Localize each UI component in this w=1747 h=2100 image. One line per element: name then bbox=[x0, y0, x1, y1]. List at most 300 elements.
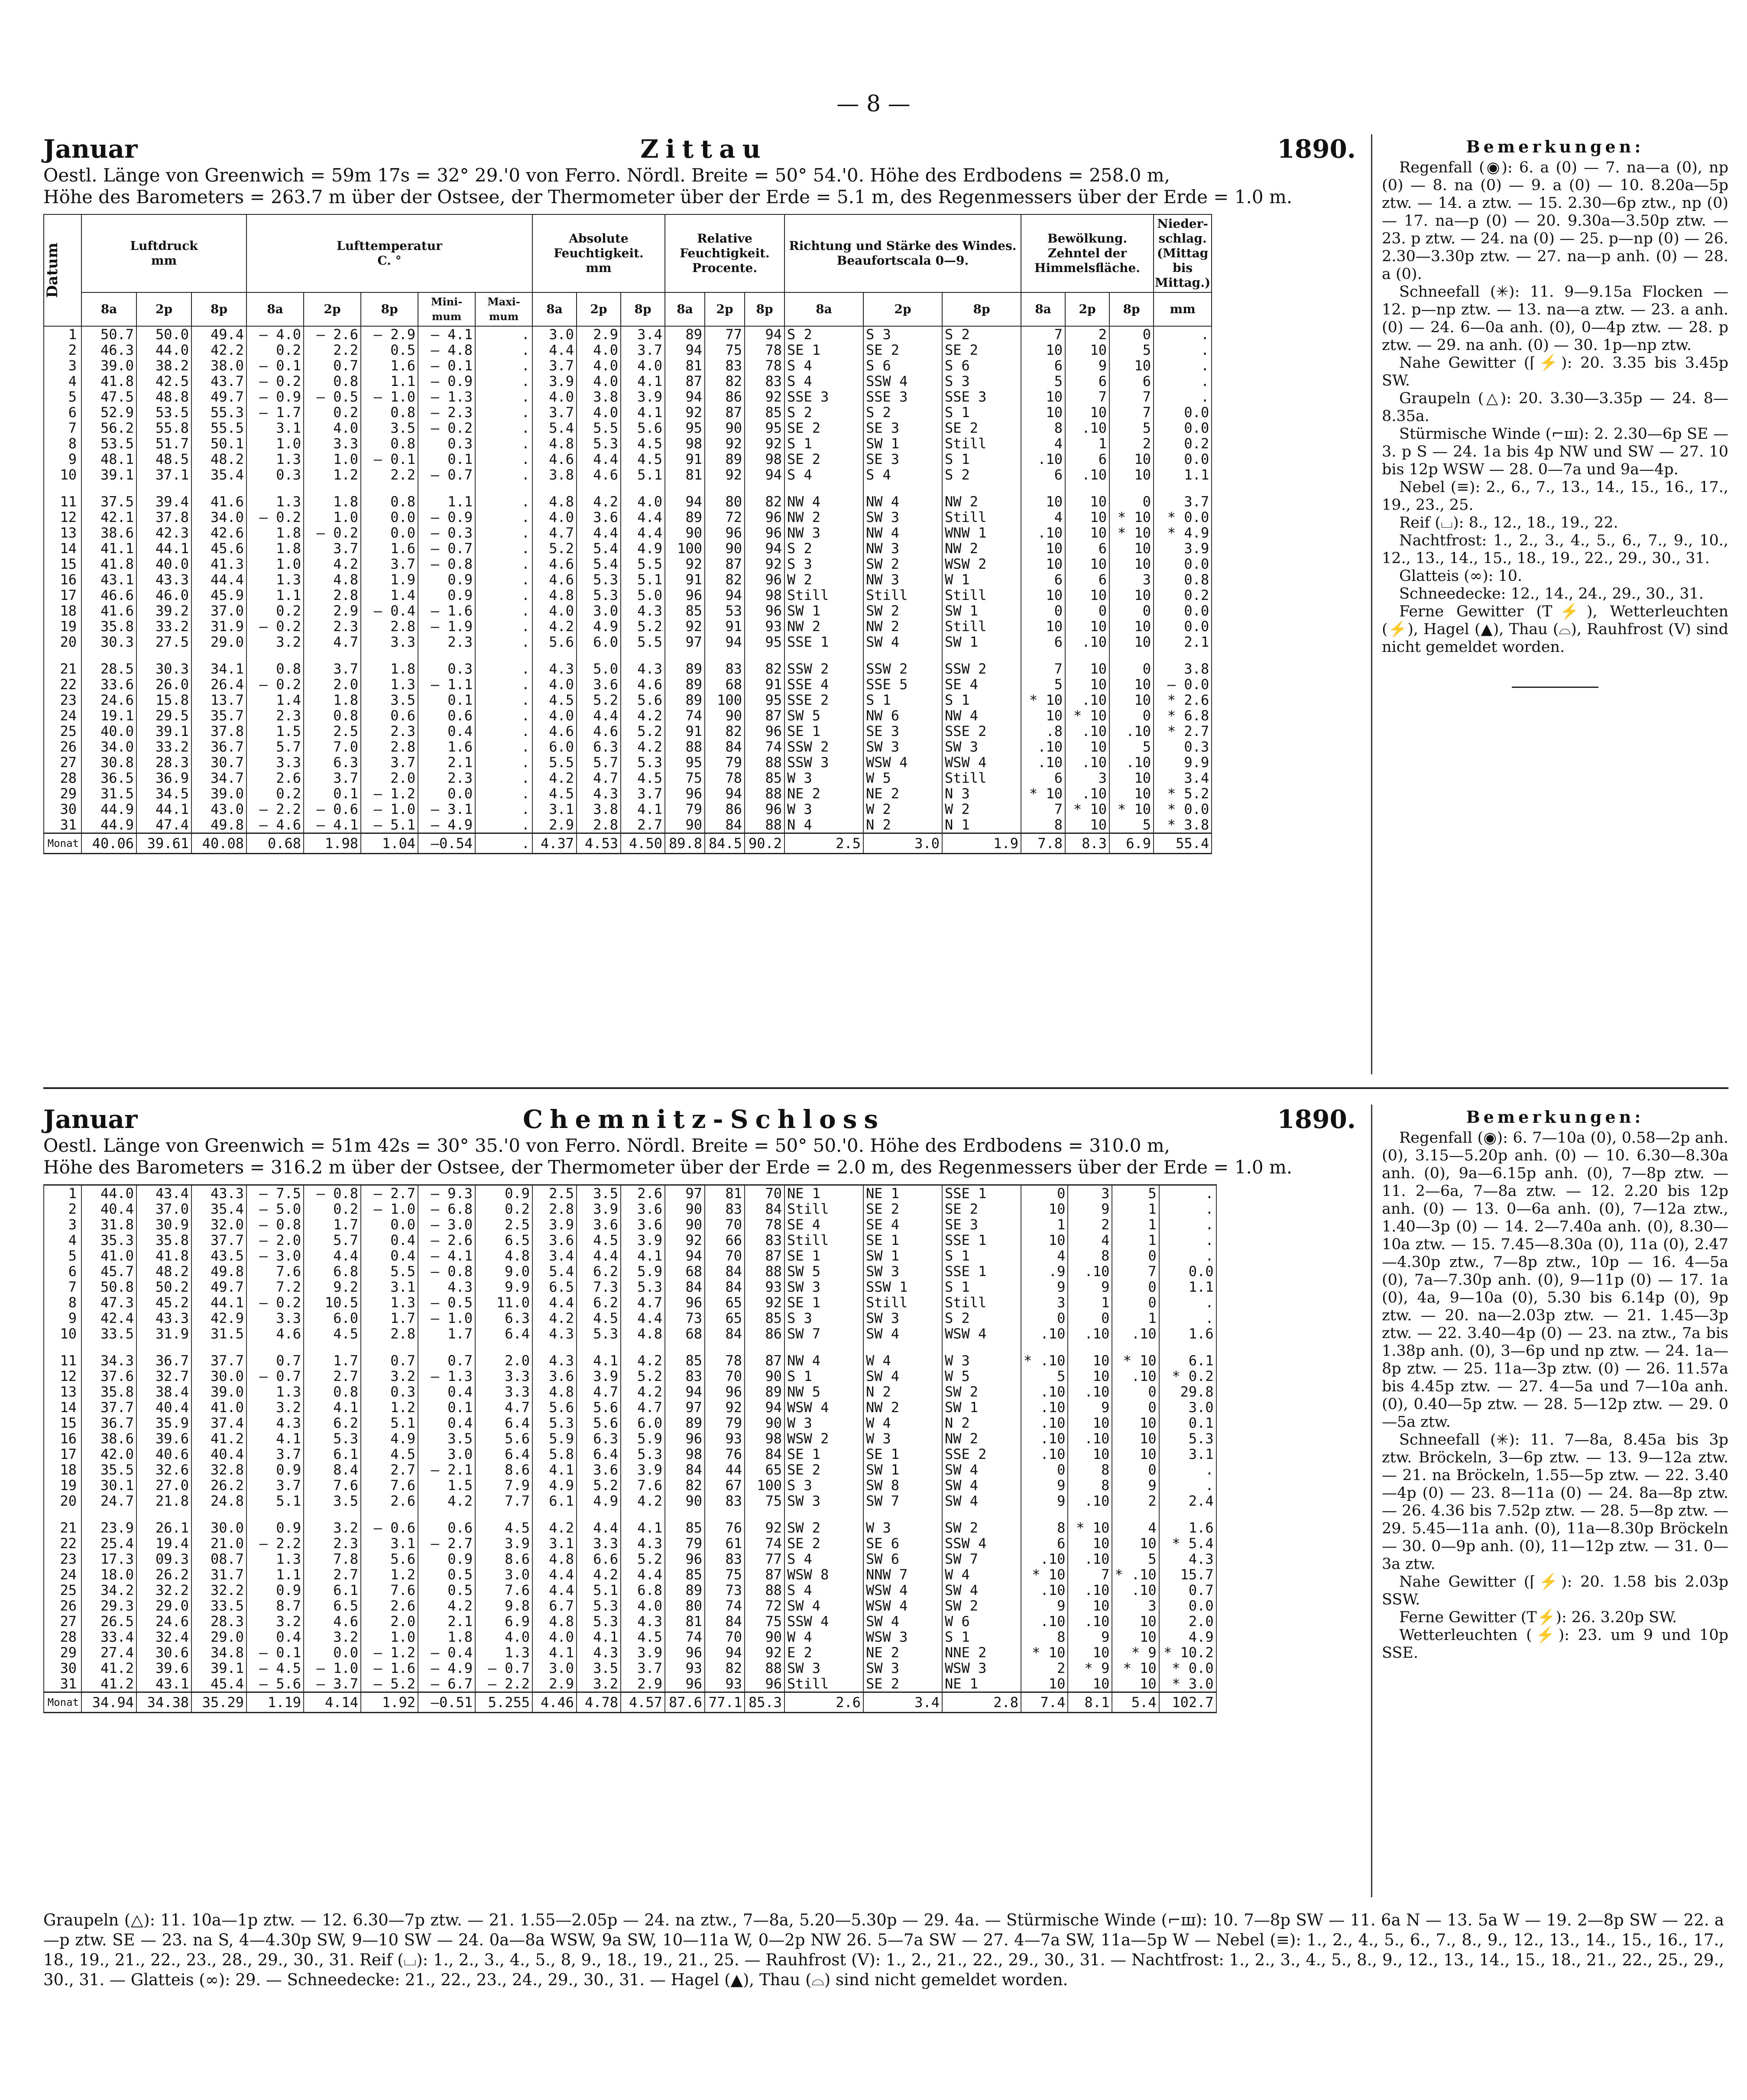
table-cell: 30.0 bbox=[191, 1520, 246, 1536]
table-cell: SSE 1 bbox=[942, 1185, 1021, 1202]
table-cell: 92 bbox=[665, 405, 705, 420]
table-cell: 3.0 bbox=[532, 1660, 577, 1676]
table-cell: SE 2 bbox=[942, 1201, 1021, 1217]
table-cell: 78 bbox=[745, 1217, 784, 1232]
remark-paragraph: Graupeln (△): 20. 3.30—3.35p — 24. 8—8.35a. bbox=[1382, 390, 1728, 425]
table-cell: 5.6 bbox=[532, 1400, 577, 1415]
table-cell: 31.9 bbox=[191, 619, 246, 634]
table-cell: 9 bbox=[1068, 1629, 1112, 1645]
table-cell: 43.3 bbox=[136, 572, 191, 587]
table-cell: 84 bbox=[705, 1614, 745, 1629]
table-cell: 2.1 bbox=[1154, 634, 1212, 650]
table-row bbox=[44, 541, 1212, 556]
table-cell: 28.3 bbox=[191, 1614, 246, 1629]
table-cell: — 4.1 bbox=[418, 326, 475, 342]
table-cell: 82 bbox=[745, 494, 784, 509]
table-cell: 4.2 bbox=[621, 739, 665, 755]
table-cell: 70 bbox=[745, 1185, 784, 1202]
table-cell: 2.5 bbox=[475, 1217, 532, 1232]
table-cell: 0.1 bbox=[418, 1400, 475, 1415]
table-cell: — 2.7 bbox=[418, 1536, 475, 1551]
table-cell: 3.1 bbox=[532, 801, 577, 817]
table-cell: . bbox=[475, 572, 532, 587]
table-cell: 10 bbox=[1021, 342, 1065, 358]
table-cell: 30.8 bbox=[81, 755, 136, 770]
table-cell: 8.4 bbox=[304, 1462, 361, 1478]
table-cell: 4.3 bbox=[418, 1279, 475, 1295]
table-row bbox=[44, 1520, 1216, 1536]
table-cell: SW 4 bbox=[942, 1582, 1021, 1598]
table-row bbox=[44, 1232, 1216, 1248]
table-cell: 1.2 bbox=[361, 1567, 418, 1582]
table-cell: 1.0 bbox=[246, 436, 304, 451]
table-cell: 88 bbox=[745, 755, 784, 770]
table-cell: 2.8 bbox=[361, 619, 418, 634]
table-cell: W 5 bbox=[942, 1368, 1021, 1384]
table-cell: 3.7 bbox=[621, 342, 665, 358]
table-cell: 98 bbox=[745, 1431, 784, 1446]
table-cell: 30.9 bbox=[136, 1217, 191, 1232]
table-cell: . bbox=[475, 342, 532, 358]
table-cell: 86 bbox=[745, 1326, 784, 1342]
table-cell: 1.8 bbox=[304, 692, 361, 708]
table-cell: 6.8 bbox=[304, 1264, 361, 1279]
table-cell: 4.8 bbox=[304, 572, 361, 587]
day-cell: 29 bbox=[44, 1645, 81, 1660]
table-cell: * .10 bbox=[1112, 1567, 1159, 1582]
table-cell: * 10 bbox=[1065, 708, 1109, 723]
table-cell: — 0.9 bbox=[246, 389, 304, 405]
table-cell: 5.0 bbox=[577, 661, 621, 677]
table-cell: 61 bbox=[705, 1536, 745, 1551]
table-cell: — 2.6 bbox=[304, 326, 361, 342]
table-cell: 96 bbox=[665, 1676, 705, 1692]
table-cell: 3.3 bbox=[475, 1368, 532, 1384]
table-cell: — 1.2 bbox=[361, 786, 418, 801]
table-cell: S 1 bbox=[942, 405, 1021, 420]
day-cell: 16 bbox=[44, 1431, 81, 1446]
table-cell: 4.3 bbox=[621, 603, 665, 619]
table-cell: W 3 bbox=[863, 1431, 942, 1446]
table-cell: 78 bbox=[745, 358, 784, 373]
table-cell: . bbox=[1154, 373, 1212, 389]
table-cell: 0.0 bbox=[1154, 556, 1212, 572]
table-cell: 93 bbox=[745, 1279, 784, 1295]
table-cell: 6.4 bbox=[475, 1326, 532, 1342]
table-cell: .10 bbox=[1021, 1431, 1068, 1446]
table-cell: 82 bbox=[745, 661, 784, 677]
table-row bbox=[44, 755, 1212, 770]
table-cell: 3.9 bbox=[532, 373, 577, 389]
table-cell: 5.6 bbox=[361, 1551, 418, 1567]
monat-cell: 4.50 bbox=[621, 833, 665, 854]
table-row bbox=[44, 451, 1212, 467]
col-8p: 8p bbox=[621, 292, 665, 326]
table-cell: 42.5 bbox=[136, 373, 191, 389]
table-cell: 1.6 bbox=[1159, 1326, 1216, 1342]
table-cell: Still bbox=[942, 770, 1021, 786]
table-cell: 40.6 bbox=[136, 1446, 191, 1462]
table-cell: 34.3 bbox=[81, 1353, 136, 1368]
table-row bbox=[44, 1660, 1216, 1676]
table-cell: 6 bbox=[1021, 572, 1065, 587]
table-row bbox=[44, 801, 1212, 817]
table-cell: 96 bbox=[745, 509, 784, 525]
table-cell: — 7.5 bbox=[246, 1185, 304, 1202]
monat-cell: 3.4 bbox=[863, 1692, 942, 1713]
table-cell: 36.7 bbox=[81, 1415, 136, 1431]
day-cell: 1 bbox=[44, 326, 81, 342]
table-cell: 0.6 bbox=[418, 1520, 475, 1536]
table-cell: 35.8 bbox=[81, 619, 136, 634]
table-cell: 85 bbox=[745, 1310, 784, 1326]
table-cell: 1.5 bbox=[246, 723, 304, 739]
table-cell: 9 bbox=[1021, 1279, 1068, 1295]
table-cell: 5.7 bbox=[577, 755, 621, 770]
table-cell: 39.4 bbox=[136, 494, 191, 509]
table-cell: 0.8 bbox=[1154, 572, 1212, 587]
table-cell: SW 5 bbox=[784, 708, 863, 723]
table-cell: .10 bbox=[1021, 1446, 1068, 1462]
table-cell: — 2.2 bbox=[475, 1676, 532, 1692]
table-cell: 36.7 bbox=[136, 1353, 191, 1368]
table-cell: 90 bbox=[665, 1217, 705, 1232]
table-cell: 0 bbox=[1109, 494, 1154, 509]
table-cell: 3.0 bbox=[475, 1567, 532, 1582]
table-cell: 3 bbox=[1068, 1185, 1112, 1202]
table-cell: SW 2 bbox=[942, 1384, 1021, 1400]
chemnitz-table bbox=[43, 1184, 1217, 1713]
table-cell: — 6.8 bbox=[418, 1201, 475, 1217]
table-cell: 42.9 bbox=[191, 1310, 246, 1326]
table-cell: 6.4 bbox=[577, 1446, 621, 1462]
table-cell: 94 bbox=[745, 1400, 784, 1415]
table-cell: 10 bbox=[1065, 619, 1109, 634]
table-cell: 3 bbox=[1021, 1295, 1068, 1310]
table-cell: 2.3 bbox=[418, 770, 475, 786]
table-cell: 0 bbox=[1109, 603, 1154, 619]
day-cell: 9 bbox=[44, 1310, 81, 1326]
table-cell: 2.9 bbox=[532, 1676, 577, 1692]
table-cell: 5.1 bbox=[246, 1493, 304, 1509]
day-cell: 15 bbox=[44, 1415, 81, 1431]
table-cell: 37.7 bbox=[191, 1232, 246, 1248]
table-cell: SSW 3 bbox=[784, 755, 863, 770]
table-cell: 4.8 bbox=[621, 1326, 665, 1342]
table-cell: 65 bbox=[745, 1462, 784, 1478]
col-8p: 8p bbox=[745, 292, 784, 326]
table-cell: — 5.6 bbox=[246, 1676, 304, 1692]
table-cell: 85 bbox=[665, 1567, 705, 1582]
table-cell: 2.7 bbox=[304, 1567, 361, 1582]
section-separator bbox=[43, 1087, 1728, 1089]
table-cell: 7.6 bbox=[621, 1478, 665, 1493]
table-cell: 94 bbox=[745, 541, 784, 556]
table-cell: 1 bbox=[1065, 436, 1109, 451]
monat-cell: 6.9 bbox=[1109, 833, 1154, 854]
row-gap bbox=[44, 483, 1212, 494]
table-cell: SW 8 bbox=[863, 1478, 942, 1493]
table-cell: 45.9 bbox=[191, 587, 246, 603]
table-cell: 3.1 bbox=[361, 1279, 418, 1295]
table-cell: 90 bbox=[705, 708, 745, 723]
table-cell: 8.6 bbox=[475, 1551, 532, 1567]
day-cell: 28 bbox=[44, 1629, 81, 1645]
table-cell: .10 bbox=[1109, 723, 1154, 739]
table-cell: 2.3 bbox=[361, 723, 418, 739]
table-cell: 3.6 bbox=[577, 509, 621, 525]
table-cell: 44.1 bbox=[136, 801, 191, 817]
table-cell: WSW 4 bbox=[942, 755, 1021, 770]
table-cell: .10 bbox=[1112, 1368, 1159, 1384]
table-cell: 5 bbox=[1109, 420, 1154, 436]
table-row bbox=[44, 358, 1212, 373]
table-cell: . bbox=[475, 389, 532, 405]
table-cell: 75 bbox=[705, 342, 745, 358]
table-cell: 2 bbox=[1021, 1660, 1068, 1676]
table-cell: 2.3 bbox=[418, 634, 475, 650]
table-cell: WSW 2 bbox=[784, 1431, 863, 1446]
table-cell: 4.0 bbox=[532, 603, 577, 619]
table-cell: S 4 bbox=[784, 1582, 863, 1598]
table-cell: 3.7 bbox=[532, 358, 577, 373]
table-cell: * 0.0 bbox=[1154, 509, 1212, 525]
table-cell: .10 bbox=[1068, 1264, 1112, 1279]
day-cell: 28 bbox=[44, 770, 81, 786]
table-cell: 8 bbox=[1021, 1629, 1068, 1645]
table-cell: 4.5 bbox=[577, 1232, 621, 1248]
table-cell: 41.1 bbox=[81, 541, 136, 556]
table-cell: 30.0 bbox=[191, 1368, 246, 1384]
table-cell: 94 bbox=[705, 1645, 745, 1660]
table-cell: .10 bbox=[1068, 1493, 1112, 1509]
table-cell: 92 bbox=[745, 389, 784, 405]
table-cell: 5.3 bbox=[621, 1279, 665, 1295]
table-cell: 3.3 bbox=[246, 1310, 304, 1326]
table-cell: 4.8 bbox=[532, 436, 577, 451]
table-cell: — 0.7 bbox=[418, 541, 475, 556]
table-row bbox=[44, 634, 1212, 650]
table-cell: 6.1 bbox=[304, 1446, 361, 1462]
table-cell: 1.7 bbox=[361, 1310, 418, 1326]
table-cell: 90 bbox=[665, 1493, 705, 1509]
table-cell: 9.0 bbox=[475, 1264, 532, 1279]
table-cell: S 2 bbox=[863, 405, 942, 420]
table-cell: . bbox=[475, 755, 532, 770]
table-row bbox=[44, 1248, 1216, 1264]
table-cell: SW 4 bbox=[863, 1368, 942, 1384]
table-row bbox=[44, 1384, 1216, 1400]
table-cell: — 0.3 bbox=[418, 525, 475, 541]
table-cell: 35.7 bbox=[191, 708, 246, 723]
table-cell: 85 bbox=[665, 1353, 705, 1368]
table-cell: 44.4 bbox=[191, 572, 246, 587]
table-cell: — 1.6 bbox=[418, 603, 475, 619]
table-cell: 4.1 bbox=[621, 373, 665, 389]
col-2p: 2p bbox=[577, 292, 621, 326]
table-cell: SW 3 bbox=[863, 509, 942, 525]
table-cell: — 0.1 bbox=[361, 451, 418, 467]
table-cell: .10 bbox=[1068, 1431, 1112, 1446]
table-cell: 76 bbox=[705, 1520, 745, 1536]
table-cell: 6.5 bbox=[304, 1598, 361, 1614]
table-cell: 5 bbox=[1021, 677, 1065, 692]
table-cell: — 0.8 bbox=[304, 1185, 361, 1202]
table-cell: 6.7 bbox=[532, 1598, 577, 1614]
table-cell: 0.4 bbox=[246, 1629, 304, 1645]
table-cell: 95 bbox=[745, 420, 784, 436]
table-cell: 0.0 bbox=[361, 525, 418, 541]
table-cell: S 1 bbox=[942, 1279, 1021, 1295]
table-row bbox=[44, 389, 1212, 405]
table-cell: SW 3 bbox=[863, 1310, 942, 1326]
table-row bbox=[44, 1614, 1216, 1629]
table-cell: SW 3 bbox=[784, 1660, 863, 1676]
table-cell: 74 bbox=[705, 1598, 745, 1614]
table-cell: SW 1 bbox=[863, 436, 942, 451]
table-cell: 0.9 bbox=[246, 1462, 304, 1478]
table-cell: NE 1 bbox=[863, 1185, 942, 1202]
table-cell: 4.0 bbox=[577, 358, 621, 373]
table-cell: . bbox=[475, 739, 532, 755]
table-cell: 89 bbox=[665, 677, 705, 692]
table-cell: S 3 bbox=[784, 1478, 863, 1493]
col-8a: 8a bbox=[246, 292, 304, 326]
table-cell: 3.9 bbox=[577, 1201, 621, 1217]
table-cell: 42.1 bbox=[81, 509, 136, 525]
table-cell: — 0.6 bbox=[361, 1520, 418, 1536]
table-cell: 8 bbox=[1021, 1520, 1068, 1536]
table-cell: SE 2 bbox=[784, 420, 863, 436]
table-cell: . bbox=[475, 541, 532, 556]
table-cell: 4.9 bbox=[621, 541, 665, 556]
table-cell: 43.0 bbox=[191, 801, 246, 817]
table-cell: 10 bbox=[1021, 405, 1065, 420]
table-cell: 88 bbox=[745, 1582, 784, 1598]
table-cell: 83 bbox=[705, 661, 745, 677]
table-cell: 4.5 bbox=[532, 786, 577, 801]
monat-cell: 84.5 bbox=[705, 833, 745, 854]
table-cell: 7.3 bbox=[577, 1279, 621, 1295]
table-cell: — 2.6 bbox=[418, 1232, 475, 1248]
table-cell: 70 bbox=[705, 1217, 745, 1232]
table-cell: N 4 bbox=[784, 817, 863, 833]
table-cell: 24.6 bbox=[81, 692, 136, 708]
table-cell: * 10 bbox=[1068, 1520, 1112, 1536]
table-cell: 5.8 bbox=[532, 1446, 577, 1462]
table-cell: 100 bbox=[665, 541, 705, 556]
monat-cell: 55.4 bbox=[1154, 833, 1212, 854]
table-cell: — 1.0 bbox=[361, 1201, 418, 1217]
table-cell: SW 1 bbox=[784, 603, 863, 619]
table-cell: 6.2 bbox=[304, 1415, 361, 1431]
table-cell: 43.7 bbox=[191, 373, 246, 389]
table-row bbox=[44, 373, 1212, 389]
table-cell: 0.0 bbox=[361, 509, 418, 525]
table-cell: 4.2 bbox=[532, 619, 577, 634]
table-cell: 81 bbox=[665, 1614, 705, 1629]
table-cell: 33.2 bbox=[136, 739, 191, 755]
table-cell: 5 bbox=[1109, 817, 1154, 833]
day-cell: 13 bbox=[44, 1384, 81, 1400]
table-cell: SSE 3 bbox=[942, 389, 1021, 405]
table-cell: 41.2 bbox=[81, 1676, 136, 1692]
table-cell: 79 bbox=[705, 1415, 745, 1431]
table-cell: 48.8 bbox=[136, 389, 191, 405]
table-cell: 3.6 bbox=[621, 1201, 665, 1217]
table-cell: 10 bbox=[1065, 817, 1109, 833]
table-row bbox=[44, 1415, 1216, 1431]
table-cell: . bbox=[475, 494, 532, 509]
table-cell: 08.7 bbox=[191, 1551, 246, 1567]
table-cell: S 2 bbox=[942, 326, 1021, 342]
table-cell: 3.8 bbox=[532, 467, 577, 483]
day-cell: 23 bbox=[44, 692, 81, 708]
table-cell: SE 4 bbox=[784, 1217, 863, 1232]
table-cell: 1.3 bbox=[246, 494, 304, 509]
table-cell: 46.6 bbox=[81, 587, 136, 603]
table-cell: NE 2 bbox=[784, 786, 863, 801]
table-row bbox=[44, 1645, 1216, 1660]
table-cell: 40.0 bbox=[81, 723, 136, 739]
table-cell: 29.5 bbox=[136, 708, 191, 723]
table-cell: 3.5 bbox=[361, 420, 418, 436]
table-cell: * 10 bbox=[1109, 801, 1154, 817]
table-cell: 5.2 bbox=[577, 1478, 621, 1493]
table-cell: 6 bbox=[1021, 358, 1065, 373]
table-cell: 5.2 bbox=[621, 723, 665, 739]
table-cell: 5.6 bbox=[577, 1400, 621, 1415]
table-cell: 41.0 bbox=[81, 1248, 136, 1264]
table-cell: 9.9 bbox=[1154, 755, 1212, 770]
table-cell: 6 bbox=[1065, 451, 1109, 467]
day-cell: 30 bbox=[44, 1660, 81, 1676]
table-cell: 84 bbox=[705, 1264, 745, 1279]
table-cell: .10 bbox=[1021, 1326, 1068, 1342]
table-cell: 10 bbox=[1109, 619, 1154, 634]
table-cell: 10 bbox=[1065, 587, 1109, 603]
table-cell: 3.9 bbox=[577, 1368, 621, 1384]
day-cell: 5 bbox=[44, 1248, 81, 1264]
table-cell: 26.4 bbox=[191, 677, 246, 692]
table-cell: SW 4 bbox=[942, 1462, 1021, 1478]
table-cell: — 0.2 bbox=[246, 509, 304, 525]
table-cell: * 10 bbox=[1021, 692, 1065, 708]
col-8a: 8a bbox=[532, 292, 577, 326]
table-cell: 32.8 bbox=[191, 1462, 246, 1478]
table-row bbox=[44, 1279, 1216, 1295]
remarks-title: Bemerkungen: bbox=[1466, 1107, 1644, 1127]
day-cell: 14 bbox=[44, 1400, 81, 1415]
table-cell: WSW 4 bbox=[863, 755, 942, 770]
table-cell: 39.1 bbox=[191, 1660, 246, 1676]
table-cell: 5.3 bbox=[577, 1614, 621, 1629]
table-cell: 0.2 bbox=[304, 405, 361, 420]
table-cell: 6 bbox=[1021, 467, 1065, 483]
table-cell: 4.2 bbox=[621, 1353, 665, 1368]
table-cell: .10 bbox=[1068, 1614, 1112, 1629]
table-cell: * 6.8 bbox=[1154, 708, 1212, 723]
col-8p: 8p bbox=[361, 292, 418, 326]
table-cell: * 10 bbox=[1109, 525, 1154, 541]
table-cell: NE 1 bbox=[942, 1676, 1021, 1692]
table-cell: 5.3 bbox=[577, 1326, 621, 1342]
table-cell: 10 bbox=[1068, 1598, 1112, 1614]
monat-cell: 4.46 bbox=[532, 1692, 577, 1713]
table-cell: — 1.3 bbox=[418, 1368, 475, 1384]
table-cell: SE 2 bbox=[784, 1462, 863, 1478]
table-cell: 1.6 bbox=[361, 358, 418, 373]
